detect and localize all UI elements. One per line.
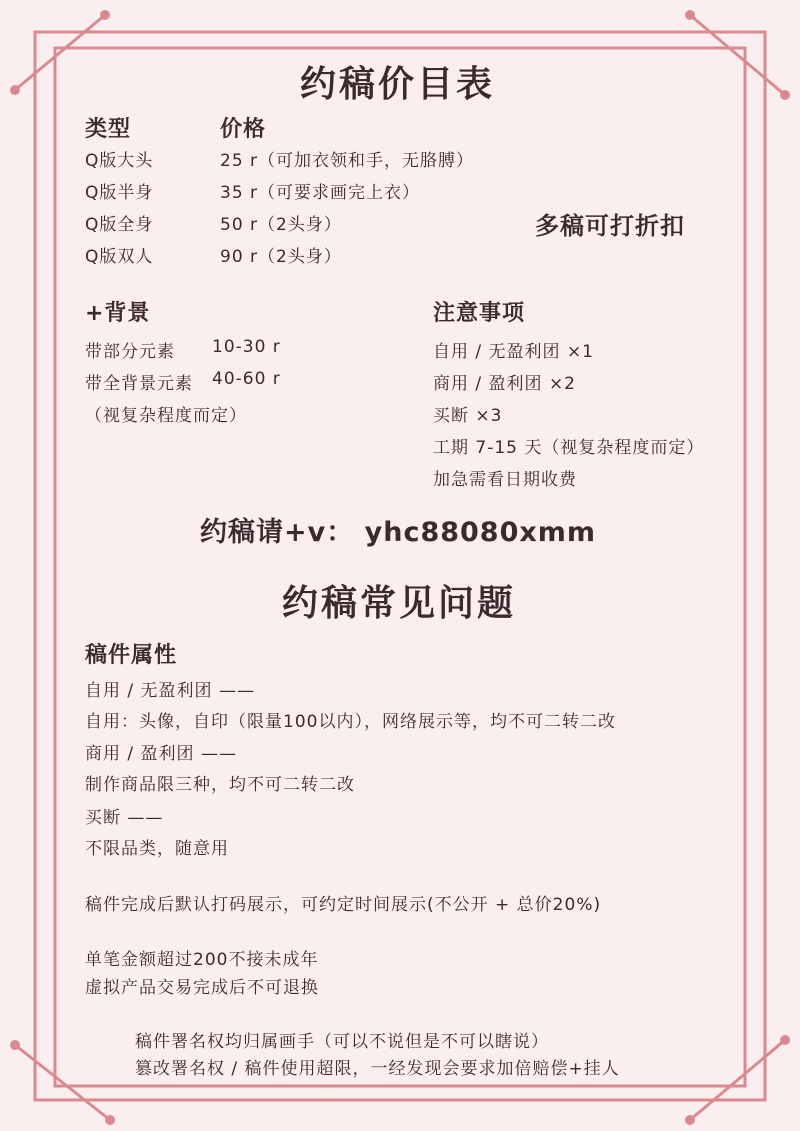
- background-row-label: 带全背景元素: [85, 374, 193, 394]
- price-row-type: Q版半身: [85, 183, 154, 203]
- background-heading: +背景: [85, 301, 151, 326]
- notes-item: 工期 7-15 天（视复杂程度而定）: [433, 438, 705, 458]
- notes-item: 买断 ×3: [433, 406, 503, 426]
- copyright-line: 篡改署名权 / 稿件使用超限，一经发现会要求加倍赔偿+挂人: [135, 1059, 620, 1079]
- background-row-price: 10-30 r: [212, 337, 281, 357]
- price-row-type: Q版双人: [85, 247, 154, 267]
- faq-title: 约稿常见问题: [282, 583, 517, 624]
- faq-line: 不限品类，随意用: [85, 839, 229, 859]
- price-row-type: Q版全身: [85, 215, 154, 235]
- notes-item: 商用 / 盈利团 ×2: [433, 374, 576, 394]
- price-row-price: 35 r（可要求画完上衣）: [220, 183, 421, 203]
- faq-line: 自用 / 无盈利团 ——: [85, 681, 255, 701]
- faq-line: 自用：头像，自印（限量100以内），网络展示等，均不可二转二改: [85, 712, 616, 732]
- price-row-price: 90 r（2头身）: [220, 247, 342, 267]
- faq-line: 买断 ——: [85, 808, 164, 828]
- notes-heading: 注意事项: [433, 301, 526, 326]
- notes-item: 加急需看日期收费: [433, 470, 577, 490]
- price-row-price: 50 r（2头身）: [220, 215, 342, 235]
- type-header: 类型: [85, 117, 132, 142]
- order-rule: 单笔金额超过200不接未成年: [85, 950, 319, 970]
- page-title: 约稿价目表: [300, 64, 496, 105]
- faq-line: 制作商品限三种，均不可二转二改: [85, 775, 355, 795]
- discount-note: 多稿可打折扣: [535, 212, 685, 240]
- contact-line: 约稿请+v： yhc88080xmm: [200, 517, 597, 548]
- copyright-line: 稿件署名权均归属画手（可以不说但是不可以瞎说）: [135, 1032, 549, 1052]
- background-row-label: 带部分元素: [85, 342, 175, 362]
- background-note: （视复杂程度而定）: [85, 406, 247, 426]
- price-row-type: Q版大头: [85, 151, 154, 171]
- notes-item: 自用 / 无盈利团 ×1: [433, 342, 594, 362]
- price-header: 价格: [220, 117, 267, 142]
- price-row-price: 25 r（可加衣领和手，无胳膊）: [220, 151, 475, 171]
- faq-heading: 稿件属性: [85, 643, 178, 668]
- display-note: 稿件完成后默认打码展示，可约定时间展示(不公开 + 总价20%): [85, 895, 602, 915]
- background-row-price: 40-60 r: [212, 369, 281, 389]
- order-rule: 虚拟产品交易完成后不可退换: [85, 978, 319, 998]
- faq-line: 商用 / 盈利团 ——: [85, 744, 237, 764]
